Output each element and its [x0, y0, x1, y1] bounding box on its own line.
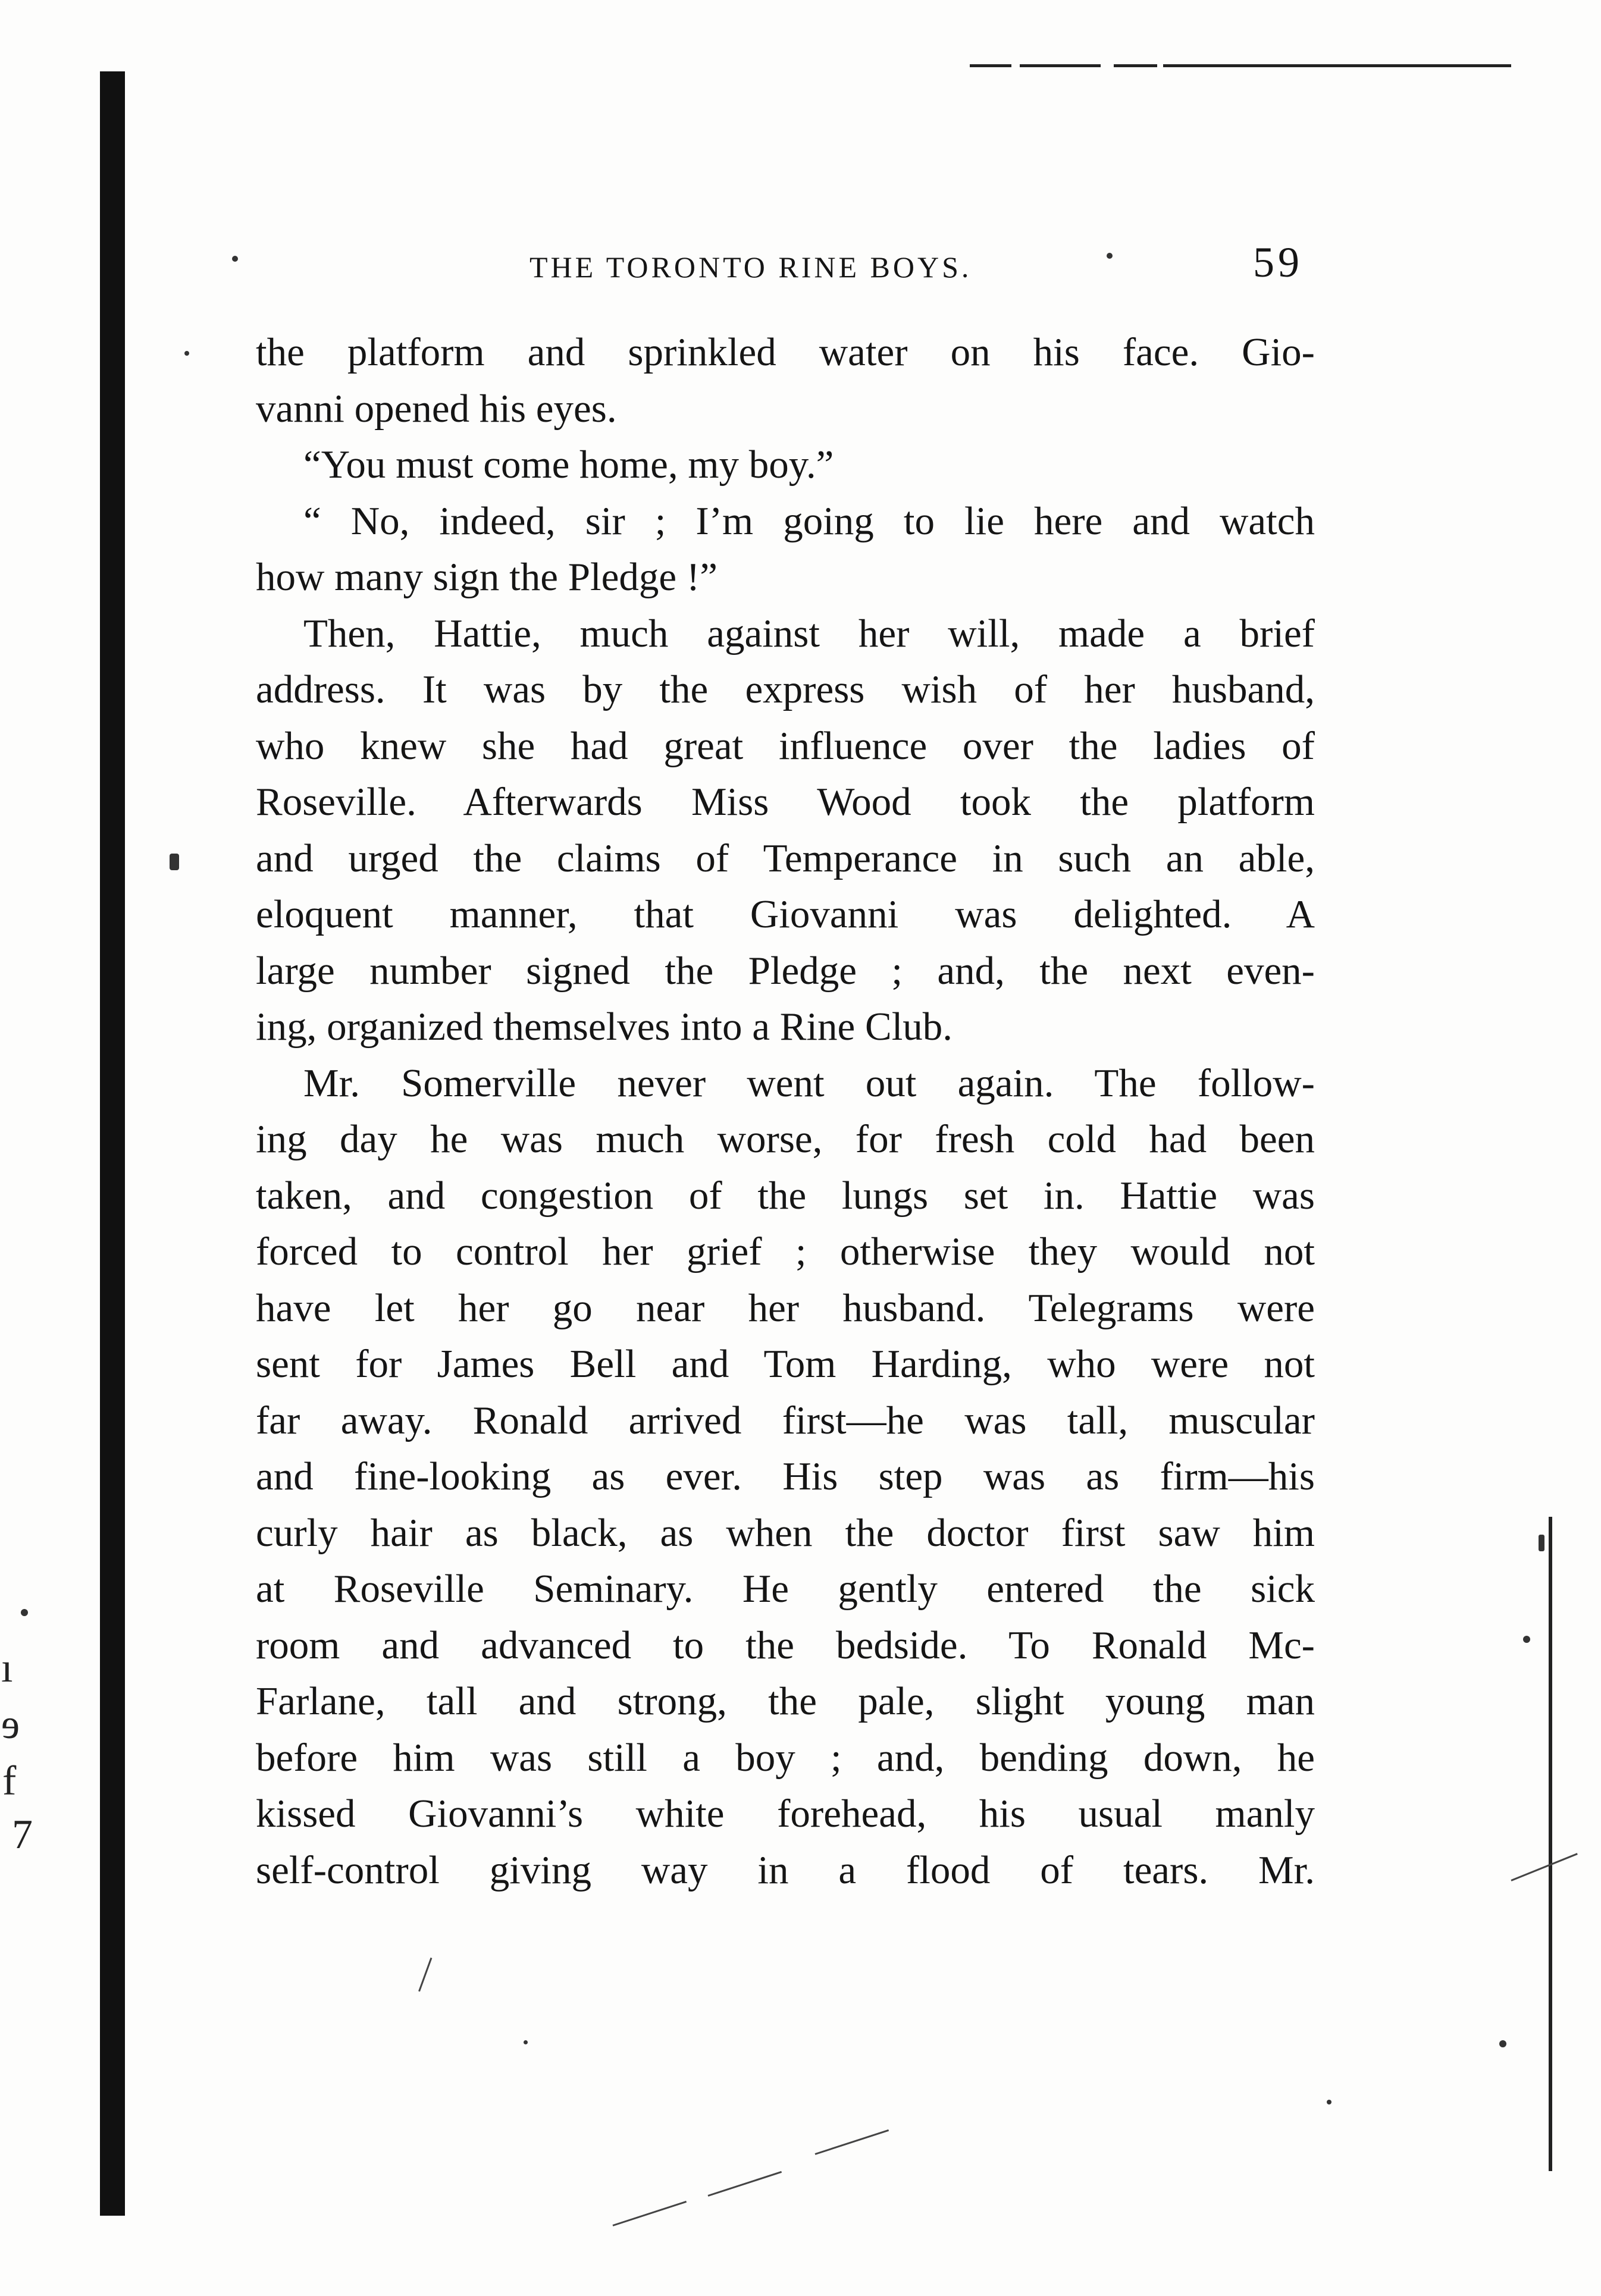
- text-line: have let her go near her husband. Telegrams were: [256, 1285, 1315, 1330]
- text-line: how many sign the Pledge !”: [256, 555, 718, 599]
- scan-speck: [170, 854, 179, 870]
- text-line: room and advanced to the bedside. To Ronald Mc-: [256, 1623, 1315, 1667]
- running-head: THE TORONTO RINE BOYS.: [530, 250, 972, 284]
- text-line: large number signed the Pledge ; and, the next even-: [256, 948, 1315, 993]
- page-header: [256, 238, 1315, 291]
- text-line: self-control giving way in a flood of tears. Mr.: [256, 1848, 1315, 1892]
- scan-speck: [1523, 1636, 1530, 1643]
- scan-speck: [1539, 1535, 1544, 1551]
- text-line: sent for James Bell and Tom Harding, who were not: [256, 1342, 1315, 1386]
- scan-stroke: [815, 2129, 889, 2155]
- scan-speck: [232, 256, 238, 262]
- scan-speck: [1499, 2040, 1506, 2047]
- text-line: ing day he was much worse, for fresh cold had been: [256, 1117, 1315, 1161]
- text-line: ing, organized themselves into a Rine Club.: [256, 1005, 953, 1049]
- text-line: at Roseville Seminary. He gently entered the sick: [256, 1567, 1315, 1611]
- margin-fragment: f: [2, 1758, 17, 1804]
- text-line: far away. Ronald arrived first—he was tall, muscular: [256, 1398, 1315, 1442]
- scan-speck: [184, 351, 189, 356]
- top-rule-gap: [1011, 62, 1020, 70]
- text-line: Then, Hattie, much against her will, made a brief: [303, 611, 1315, 655]
- scan-stroke: [708, 2171, 782, 2197]
- text-line: forced to control her grief ; otherwise they would not: [256, 1229, 1315, 1274]
- scan-speck: [1107, 253, 1113, 259]
- body-text: [256, 324, 1315, 1898]
- top-rule-gap: [1101, 62, 1114, 70]
- text-line: “ No, indeed, sir ; I’m going to lie here and watch: [303, 498, 1315, 543]
- text-line: “You must come home, my boy.”: [303, 443, 834, 487]
- scan-speck: [524, 2040, 528, 2044]
- text-line: taken, and congestion of the lungs set in. Hattie was: [256, 1173, 1315, 1218]
- scan-speck: [1327, 2100, 1331, 2104]
- text-line: who knew she had great influence over the ladies of: [256, 723, 1315, 768]
- top-rule: [970, 64, 1511, 67]
- text-line: Roseville. Afterwards Miss Wood took the platform: [256, 780, 1315, 824]
- text-line: and fine-looking as ever. His step was as firm—his: [256, 1454, 1315, 1498]
- text-line: Farlane, tall and strong, the pale, slight young man: [256, 1679, 1315, 1723]
- text-line: before him was still a boy ; and, bending down, he: [256, 1735, 1315, 1780]
- right-edge-bar: [1549, 1517, 1552, 2171]
- margin-fragment: ɘ: [1, 1702, 20, 1748]
- text-line: eloquent manner, that Giovanni was delighted. A: [256, 892, 1315, 936]
- scan-speck: [21, 1609, 28, 1616]
- scan-stroke: [613, 2201, 687, 2226]
- margin-fragment: ı: [1, 1645, 13, 1691]
- text-line: and urged the claims of Temperance in such an able,: [256, 836, 1315, 880]
- text-line: vanni opened his eyes.: [256, 386, 617, 431]
- binding-shadow-bar: [100, 71, 125, 2216]
- text-line: Mr. Somerville never went out again. The follow-: [303, 1061, 1315, 1105]
- scan-stroke: [418, 1958, 432, 1991]
- text-line: address. It was by the express wish of her husband,: [256, 667, 1315, 711]
- binding-shadow-notch: [102, 178, 111, 226]
- scan-stroke: [1511, 1853, 1577, 1881]
- margin-fragment: 7: [12, 1812, 33, 1858]
- page-number: 59: [1253, 239, 1303, 286]
- top-rule-gap: [1157, 62, 1163, 70]
- text-line: kissed Giovanni’s white forehead, his usual manly: [256, 1792, 1315, 1836]
- text-line: the platform and sprinkled water on his face. Gio-: [256, 330, 1315, 374]
- text-line: curly hair as black, as when the doctor first saw him: [256, 1510, 1315, 1555]
